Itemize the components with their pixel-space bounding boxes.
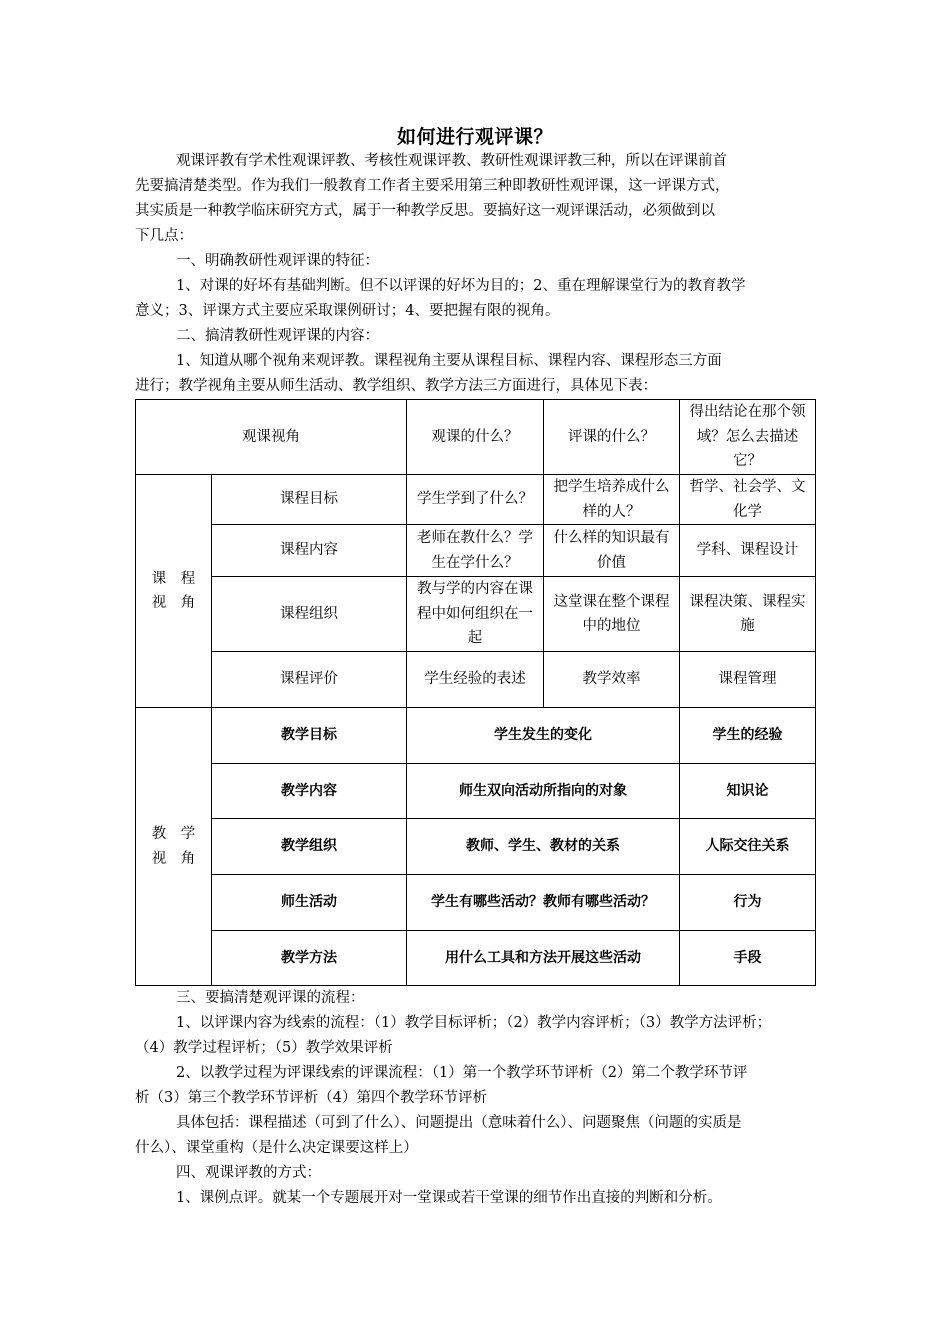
row-item: 课程组织 (212, 577, 407, 652)
row-content: 教师、学生、教材的关系 (407, 819, 680, 875)
section3-line-6: 什么）、课堂重构（是什么决定课要这样上） (135, 1140, 418, 1156)
row-evaluate: 教学效率 (544, 652, 680, 708)
section3-line-3: 2、以教学过程为评课线索的评课流程：（1）第一个教学环节评析（2）第二个教学环节评 (176, 1065, 748, 1081)
header-conclusion: 得出结论在那个领域？怎么去描述它？ (680, 400, 816, 475)
row-observe: 教与学的内容在课程中如何组织在一起 (407, 577, 544, 652)
section3-heading: 三、要搞清楚观评课的流程： (176, 990, 365, 1006)
row-content: 师生双向活动所指向的对象 (407, 764, 680, 819)
row-item: 课程内容 (212, 525, 407, 577)
table-row (136, 764, 816, 819)
row-conclusion: 哲学、社会学、文化学 (680, 475, 816, 525)
section3-line-5: 具体包括：课程描述（可到了什么）、问题提出（意味着什么）、问题聚焦（问题的实质是 (176, 1115, 742, 1131)
row-conclusion: 人际交往关系 (680, 819, 816, 875)
table-row (136, 875, 816, 931)
row-conclusion: 手段 (680, 931, 816, 986)
table-row (136, 819, 816, 875)
row-conclusion: 学科、课程设计 (680, 525, 816, 577)
row-evaluate: 这堂课在整个课程中的地位 (544, 577, 680, 652)
section2-line-1: 1、知道从哪个视角来观评教。课程视角主要从课程目标、课程内容、课程形态三方面 (176, 353, 722, 369)
row-item: 教学组织 (212, 819, 407, 875)
section3-line-2: （4）教学过程评析；（5）教学效果评析 (135, 1040, 393, 1056)
row-conclusion: 学生的经验 (680, 708, 816, 764)
row-conclusion: 行为 (680, 875, 816, 931)
row-evaluate: 什么样的知识最有价值 (544, 525, 680, 577)
row-observe: 老师在教什么？学生在学什么？ (407, 525, 544, 577)
row-item: 课程评价 (212, 652, 407, 708)
row-conclusion: 课程决策、课程实施 (680, 577, 816, 652)
teaching-perspective-label: 教 学 视 角 (136, 708, 212, 986)
table-row (136, 708, 816, 764)
section1-line-1: 1、对课的好坏有基础判断。但不以评课的好坏为目的；2、重在理解课堂行为的教育教学 (176, 278, 746, 294)
section1-heading: 一、明确教研性观评课的特征： (176, 253, 379, 269)
row-item: 师生活动 (212, 875, 407, 931)
row-content: 学生发生的变化 (407, 708, 680, 764)
header-evaluate: 评课的什么？ (544, 400, 680, 475)
course-perspective-label: 课 程 视 角 (136, 475, 212, 708)
section1-line-2: 意义；3、评课方式主要应采取课例研讨；4、要把握有限的视角。 (135, 303, 560, 319)
section4-line-1: 1、课例点评。就某一个专题展开对一堂课或若干堂课的细节作出直接的判断和分析。 (176, 1190, 722, 1206)
row-item: 教学方法 (212, 931, 407, 986)
row-item: 教学目标 (212, 708, 407, 764)
row-content: 学生有哪些活动？教师有哪些活动？ (407, 875, 680, 931)
header-observe: 观课的什么？ (407, 400, 544, 475)
section3-line-4: 析（3）第三个教学环节评析（4）第四个教学环节评析 (135, 1090, 487, 1106)
intro-line-4: 下几点： (135, 228, 193, 244)
document-title: 如何进行观评课？ (396, 126, 553, 148)
row-conclusion: 课程管理 (680, 652, 816, 708)
section2-heading: 二、搞清教研性观评课的内容： (176, 328, 379, 344)
table-row (136, 931, 816, 986)
intro-line-3: 其实质是一种教学临床研究方式，属于一种教学反思。要搞好这一观评课活动，必须做到以 (135, 203, 715, 219)
table-header-row (136, 400, 816, 475)
section3-line-1: 1、以评课内容为线索的流程：（1）教学目标评析；（2）教学内容评析；（3）教学方法评析； (176, 1015, 772, 1031)
table-row (136, 652, 816, 708)
header-perspective: 观课视角 (136, 400, 407, 475)
row-observe: 学生经验的表述 (407, 652, 544, 708)
table-row (136, 525, 816, 577)
section4-heading: 四、观课评教的方式： (176, 1165, 321, 1181)
row-item: 教学内容 (212, 764, 407, 819)
row-conclusion: 知识论 (680, 764, 816, 819)
row-evaluate: 把学生培养成什么样的人？ (544, 475, 680, 525)
perspective-table (135, 399, 816, 986)
intro-line-1: 观课评教有学术性观课评教、考核性观课评教、教研性观课评教三种，所以在评课前首 (176, 153, 727, 169)
intro-line-2: 先要搞清楚类型。作为我们一般教育工作者主要采用第三种即教研性观评课，这一评课方式， (135, 178, 730, 194)
section2-line-2: 进行；教学视角主要从师生活动、教学组织、教学方法三方面进行，具体见下表： (135, 378, 657, 394)
row-observe: 学生学到了什么？ (407, 475, 544, 525)
table-row (136, 475, 816, 525)
row-item: 课程目标 (212, 475, 407, 525)
row-content: 用什么工具和方法开展这些活动 (407, 931, 680, 986)
table-row (136, 577, 816, 652)
